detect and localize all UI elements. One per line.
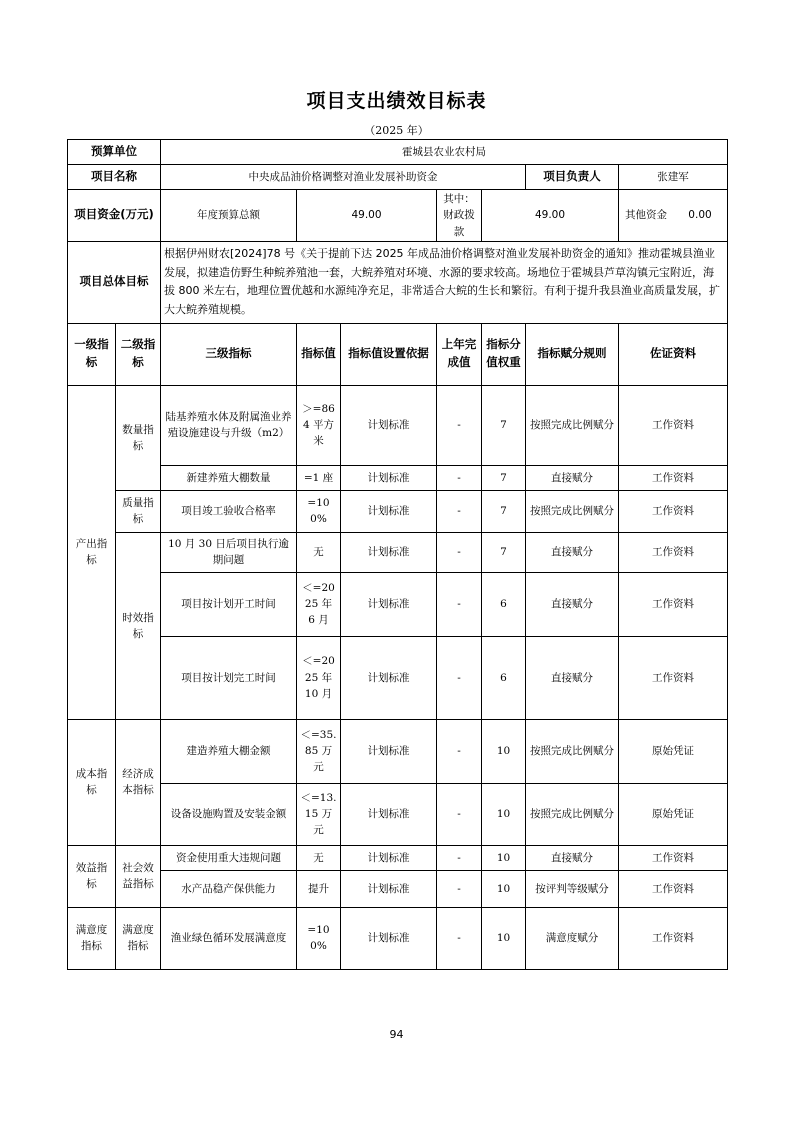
scoring-rule: 直接赋分 [526, 572, 619, 636]
indicator-value: =100% [297, 907, 341, 969]
indicator-basis: 计划标准 [341, 719, 437, 783]
last-year-value: - [437, 719, 482, 783]
table-row [68, 870, 728, 907]
indicator-weight: 10 [482, 719, 526, 783]
level2-quantity: 数量指标 [116, 385, 161, 490]
other-funds-label: 其他资金 [625, 209, 667, 222]
evidence: 工作资料 [619, 572, 728, 636]
scoring-rule: 直接赋分 [526, 845, 619, 870]
table-row [68, 719, 728, 783]
level2-economic-cost: 经济成本指标 [116, 719, 161, 845]
level1-cost: 成本指标 [68, 719, 116, 845]
evidence: 工作资料 [619, 870, 728, 907]
last-year-value: - [437, 636, 482, 719]
indicator-name: 项目按计划开工时间 [161, 572, 297, 636]
evidence: 工作资料 [619, 845, 728, 870]
other-funds-value: 0.00 [688, 209, 712, 222]
level2-timeliness: 时效指标 [116, 532, 161, 719]
evidence: 工作资料 [619, 907, 728, 969]
indicator-value: =100% [297, 490, 341, 532]
indicator-weight: 10 [482, 907, 526, 969]
page-title: 项目支出绩效目标表 [306, 90, 487, 112]
scoring-rule: 按照完成比例赋分 [526, 385, 619, 465]
project-leader-label: 项目负责人 [526, 165, 619, 190]
table-row [68, 636, 728, 719]
last-year-value: - [437, 870, 482, 907]
indicator-value: ＜=2025 年 6 月 [297, 572, 341, 636]
last-year-value: - [437, 907, 482, 969]
level2-satisfaction: 满意度指标 [116, 907, 161, 969]
scoring-rule: 按照完成比例赋分 [526, 719, 619, 783]
col-basis: 指标值设置依据 [341, 323, 437, 385]
table-row [68, 572, 728, 636]
indicator-weight: 7 [482, 490, 526, 532]
overall-goal-text: 根据伊州财农[2024]78 号《关于提前下达 2025 年成品油价格调整对渔业发展补助资金的通知》推动霍城县渔业发展，拟建造仿野生种鲩养殖池一套，大鲩养殖对环境、水源的要求较高。场地位于霍城县芦草沟镇元宝附近，海拔 800 米左右，地理位置优越和水源纯净充足，非常适合大鲩的生长和繁衍。有利于提升我县渔业高质量发展，扩大大鲩养殖规模。 [161, 241, 728, 323]
indicator-name: 项目竣工验收合格率 [161, 490, 297, 532]
fiscal-allocation-label: 其中：财政拨款 [437, 190, 482, 242]
page-number: 94 [389, 1028, 404, 1041]
indicator-basis: 计划标准 [341, 572, 437, 636]
col-level3: 三级指标 [161, 323, 297, 385]
table-row [68, 907, 728, 969]
indicator-name: 10 月 30 日后项目执行逾期问题 [161, 532, 297, 572]
evidence: 原始凭证 [619, 783, 728, 845]
indicator-name: 设备设施购置及安装金额 [161, 783, 297, 845]
table-row [68, 490, 728, 532]
indicator-weight: 7 [482, 385, 526, 465]
col-last-year: 上年完成值 [437, 323, 482, 385]
evidence: 工作资料 [619, 385, 728, 465]
budget-unit-value: 霍城县农业农村局 [161, 140, 728, 165]
col-rule: 指标赋分规则 [526, 323, 619, 385]
level1-satisfaction: 满意度指标 [68, 907, 116, 969]
fiscal-allocation-value: 49.00 [482, 190, 619, 242]
table-row [68, 532, 728, 572]
col-weight: 指标分值权重 [482, 323, 526, 385]
scoring-rule: 满意度赋分 [526, 907, 619, 969]
evidence: 工作资料 [619, 636, 728, 719]
indicator-basis: 计划标准 [341, 490, 437, 532]
indicator-value: ＜=2025 年 10 月 [297, 636, 341, 719]
last-year-value: - [437, 532, 482, 572]
project-leader-value: 张建军 [619, 165, 728, 190]
level2-social-benefit: 社会效益指标 [116, 845, 161, 907]
indicator-value: ＜=35.85 万元 [297, 719, 341, 783]
project-name-value: 中央成品油价格调整对渔业发展补助资金 [161, 165, 526, 190]
last-year-value: - [437, 783, 482, 845]
overall-goal-label: 项目总体目标 [68, 241, 161, 323]
indicator-name: 陆基养殖水体及附属渔业养殖设施建设与升级（m2） [161, 385, 297, 465]
indicator-name: 水产品稳产保供能力 [161, 870, 297, 907]
indicator-weight: 7 [482, 532, 526, 572]
indicator-weight: 10 [482, 845, 526, 870]
last-year-value: - [437, 465, 482, 490]
annual-budget-value: 49.00 [297, 190, 437, 242]
indicator-value: =1 座 [297, 465, 341, 490]
year-label: （2025 年） [364, 124, 429, 137]
col-value: 指标值 [297, 323, 341, 385]
indicator-basis: 计划标准 [341, 465, 437, 490]
last-year-value: - [437, 572, 482, 636]
level1-benefit: 效益指标 [68, 845, 116, 907]
scoring-rule: 直接赋分 [526, 465, 619, 490]
indicator-value: 无 [297, 532, 341, 572]
project-name-label: 项目名称 [68, 165, 161, 190]
scoring-rule: 直接赋分 [526, 532, 619, 572]
indicator-value: ＜=13.15 万元 [297, 783, 341, 845]
indicator-value: 提升 [297, 870, 341, 907]
level1-output: 产出指标 [68, 385, 116, 719]
performance-table [67, 139, 728, 970]
scoring-rule: 按照完成比例赋分 [526, 783, 619, 845]
col-level1: 一级指标 [68, 323, 116, 385]
last-year-value: - [437, 490, 482, 532]
project-funds-label: 项目资金(万元) [68, 190, 161, 242]
scoring-rule: 按照完成比例赋分 [526, 490, 619, 532]
indicator-weight: 6 [482, 572, 526, 636]
indicator-name: 资金使用重大违规问题 [161, 845, 297, 870]
indicator-name: 新建养殖大棚数量 [161, 465, 297, 490]
indicator-basis: 计划标准 [341, 532, 437, 572]
indicator-basis: 计划标准 [341, 845, 437, 870]
budget-unit-label: 预算单位 [68, 140, 161, 165]
indicator-name: 项目按计划完工时间 [161, 636, 297, 719]
indicator-value: ＞=864 平方米 [297, 385, 341, 465]
evidence: 工作资料 [619, 490, 728, 532]
evidence: 工作资料 [619, 465, 728, 490]
col-level2: 二级指标 [116, 323, 161, 385]
indicator-weight: 7 [482, 465, 526, 490]
indicator-name: 渔业绿色循环发展满意度 [161, 907, 297, 969]
indicator-basis: 计划标准 [341, 907, 437, 969]
indicator-basis: 计划标准 [341, 385, 437, 465]
annual-budget-label: 年度预算总额 [161, 190, 297, 242]
indicator-weight: 6 [482, 636, 526, 719]
indicator-name: 建造养殖大棚金额 [161, 719, 297, 783]
last-year-value: - [437, 845, 482, 870]
indicator-basis: 计划标准 [341, 636, 437, 719]
indicator-weight: 10 [482, 870, 526, 907]
indicator-weight: 10 [482, 783, 526, 845]
indicator-basis: 计划标准 [341, 870, 437, 907]
evidence: 原始凭证 [619, 719, 728, 783]
last-year-value: - [437, 385, 482, 465]
scoring-rule: 按评判等级赋分 [526, 870, 619, 907]
level2-quality: 质量指标 [116, 490, 161, 532]
table-row [68, 465, 728, 490]
table-row [68, 385, 728, 465]
indicator-basis: 计划标准 [341, 783, 437, 845]
evidence: 工作资料 [619, 532, 728, 572]
table-row [68, 845, 728, 870]
col-evidence: 佐证资料 [619, 323, 728, 385]
indicator-value: 无 [297, 845, 341, 870]
scoring-rule: 直接赋分 [526, 636, 619, 719]
table-row [68, 783, 728, 845]
